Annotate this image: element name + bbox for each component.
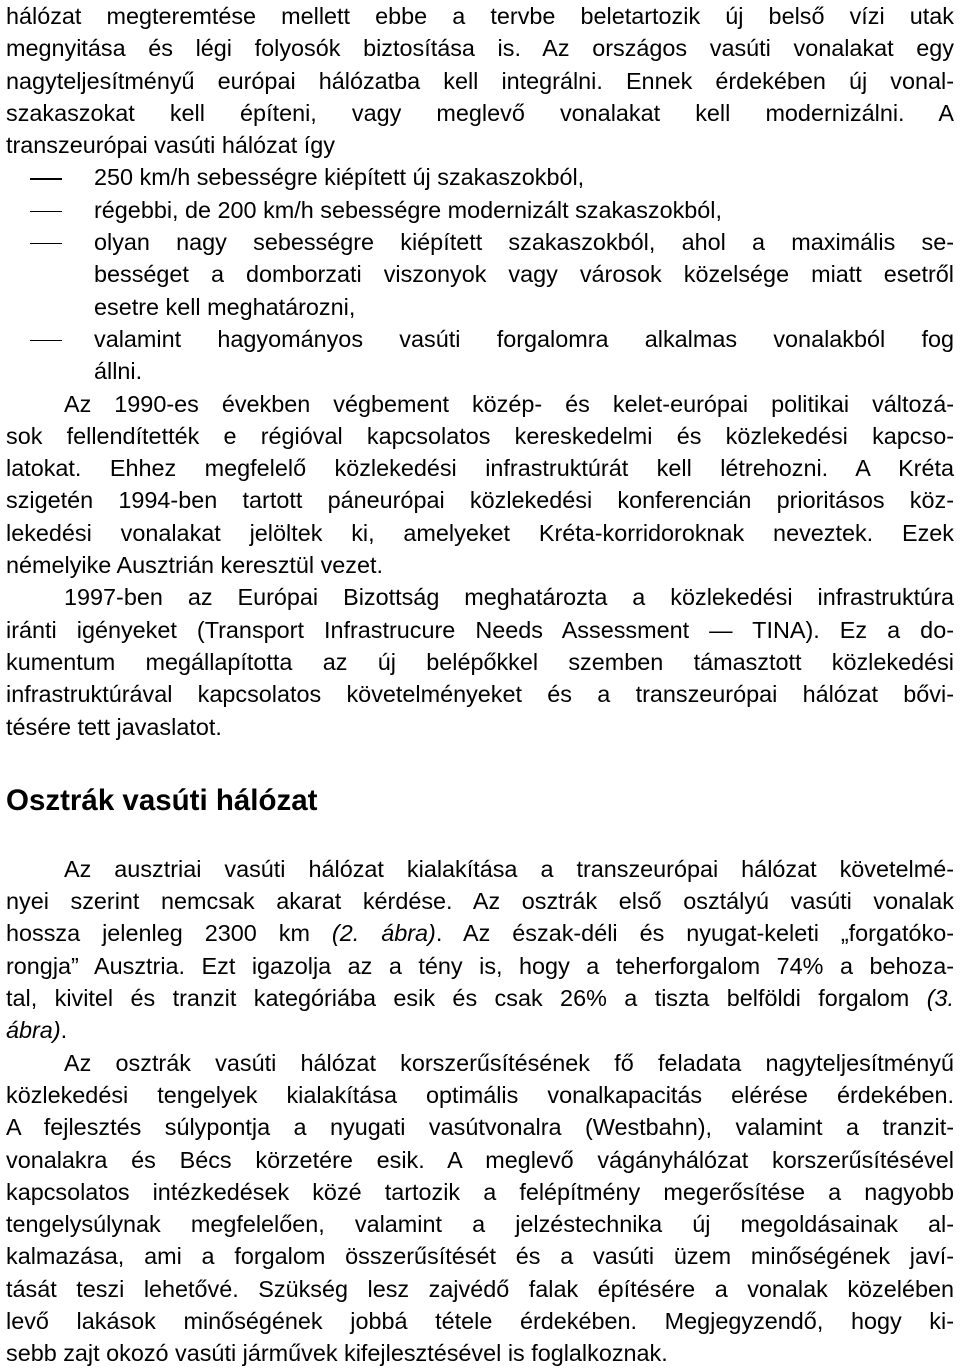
word-run: tását teszi lehetővé. Szükség lesz zajvédő falak építésére a vonalak közelében [6, 1275, 954, 1302]
word-run: A fejlesztés súlypontja a nyugati vasútvonalra (Westbahn), valamint a tranzit- [6, 1114, 954, 1141]
paragraph [6, 581, 954, 742]
word-run: lekedési vonalakat jelöltek ki, amelyeket Kréta-korridoroknak neveztek. Ezek [6, 519, 954, 546]
section-heading: Osztrák vasúti hálózat [6, 783, 318, 817]
text-line [6, 1047, 954, 1079]
text-line [6, 388, 954, 420]
text-line [6, 32, 954, 64]
word-run: szigetén 1994-ben tartott páneurópai közlekedési konferencián prioritásos köz- [6, 487, 954, 514]
text-line [6, 1273, 954, 1305]
text-line [6, 614, 954, 646]
text-line [6, 420, 954, 452]
text-line [6, 0, 954, 32]
word-run: transzeurópai vasúti hálózat így [6, 132, 335, 159]
text-line [6, 1176, 954, 1208]
text-line [6, 678, 954, 710]
word-run: 250 km/h sebességre kiépített új szakaszokból, [94, 164, 585, 191]
figure-reference: (3. [926, 985, 954, 1012]
text-line [6, 549, 954, 581]
word-run: Az osztrák vasúti hálózat korszerűsítésének fő feladata nagyteljesítményű [64, 1049, 954, 1076]
figure-reference: (2. ábra) [331, 920, 436, 947]
word-run: infrastruktúrával kapcsolatos követelményeket és a transzeurópai hálózat bővi- [6, 681, 954, 708]
word-run: vonalakra és Bécs körzetére esik. A meglevő vágányhálózat korszerűsítésével [6, 1146, 954, 1173]
text-line [6, 484, 954, 516]
paragraph-intro [6, 0, 954, 161]
word-run: kalmazása, ami a forgalom összerűsítését és a vasúti üzem minőségének javí- [6, 1243, 954, 1270]
word-run: hálózat megteremtése mellett ebbe a tervbe beletartozik új belső vízi utak [6, 3, 954, 29]
text-run: hossza jelenleg 2300 km [6, 920, 332, 947]
text-line [6, 97, 954, 129]
text-line [6, 711, 954, 743]
text-line [6, 65, 954, 97]
text-line [6, 1079, 954, 1111]
bullet-list [6, 161, 954, 387]
text-line [6, 917, 954, 949]
text-line [6, 258, 954, 290]
text-line [6, 1014, 954, 1046]
word-run: kapcsolatos intézkedések közé tartozik a felépítmény megerősítése a nagyobb [6, 1178, 954, 1205]
text-line [6, 581, 954, 613]
list-item-text [94, 323, 954, 355]
figure-reference: ábra) [6, 1017, 61, 1044]
text-line [6, 1208, 954, 1240]
word-run: nyei szerint nemcsak akarat kérdése. Az osztrák első osztályú vasúti vonalak [6, 888, 954, 915]
list-item-text [94, 226, 954, 258]
text-line [6, 853, 954, 885]
word-run: rongja” Ausztria. Ezt igazolja az a tény is, hogy a teherforgalom 74% a behoza- [6, 952, 954, 979]
word-run: olyan nagy sebességre kiépített szakaszokból, ahol a maximális se- [94, 229, 954, 256]
word-run: valamint hagyományos vasúti forgalomra alkalmas vonalakból fog [94, 325, 954, 352]
text-line [6, 452, 954, 484]
word-run: levő lakások minőségének jobbá tétele érdekében. Megjegyzendő, hogy ki- [6, 1307, 954, 1334]
word-run: megnyitása és légi folyosók biztosítása is. Az országos vasúti vonalakat egy [6, 35, 954, 62]
text-line [6, 355, 954, 387]
word-run: Az ausztriai vasúti hálózat kialakítása a transzeurópai hálózat követelmé- [64, 855, 954, 882]
text-line [6, 1240, 954, 1272]
text-line [6, 1111, 954, 1143]
word-run: közlekedési tengelyek kialakítása optimális vonalkapacitás elérése érdekében. [6, 1081, 954, 1108]
text-line [6, 885, 954, 917]
mixed-run [6, 917, 954, 949]
text-line [6, 982, 954, 1014]
list-item [6, 323, 954, 355]
mixed-run [6, 982, 954, 1014]
list-item [6, 161, 954, 193]
text-line [6, 517, 954, 549]
paragraph [6, 1047, 954, 1370]
text-run: . [60, 1017, 68, 1044]
text-line [6, 129, 954, 161]
word-run: sok fellendítették e régióval kapcsolatos kereskedelmi és közlekedési kapcso- [6, 422, 954, 449]
word-run: latokat. Ehhez megfelelő közlekedési infrastruktúrát kell létrehozni. A Kréta [6, 455, 954, 482]
word-run: Az 1990-es években végbement közép- és kelet-európai politikai változá- [64, 390, 954, 417]
word-run: régebbi, de 200 km/h sebességre modernizált szakaszokból, [94, 196, 722, 223]
paragraph [6, 388, 954, 582]
word-run: 1997-ben az Európai Bizottság meghatározta a közlekedési infrastruktúra [64, 584, 954, 611]
paragraph [6, 853, 954, 1047]
list-item [6, 194, 954, 226]
word-run: esetre kell meghatározni, [94, 293, 356, 320]
word-run: tésére tett javaslatot. [6, 713, 222, 740]
text-line [6, 291, 954, 323]
word-run: kumentum megállapította az új belépőkkel szemben támasztott közlekedési [6, 648, 954, 675]
word-run: némelyike Ausztrián keresztül vezet. [6, 552, 384, 579]
list-item-text [94, 161, 954, 193]
word-run: tengelysúlynak megfelelően, valamint a jelzéstechnika új megoldásainak al- [6, 1211, 954, 1238]
text-line [6, 1305, 954, 1337]
word-run: iránti igényeket (Transport Infrastrucure Needs Assessment — TINA). Ez a do- [6, 616, 954, 643]
text-run: . Az észak-déli és nyugat-keleti „forgatóko- [435, 920, 954, 947]
word-run: szakaszokat kell építeni, vagy meglevő vonalakat kell modernizálni. A [6, 99, 954, 126]
text-line [6, 646, 954, 678]
word-run: sebb zajt okozó vasúti járművek kifejlesztésével is foglalkoznak. [6, 1340, 668, 1367]
list-item-text [94, 194, 954, 226]
text-line [6, 1144, 954, 1176]
word-run: bességet a domborzati viszonyok vagy városok közelsége miatt esetről [94, 261, 954, 288]
text-line [6, 1337, 954, 1369]
text-line [6, 950, 954, 982]
word-run: nagyteljesítményű európai hálózatba kell integrálni. Ennek érdekében új vonal- [6, 67, 954, 94]
word-run: állni. [94, 358, 143, 385]
list-item [6, 226, 954, 258]
text-run: tal, kivitel és tranzit kategóriába esik és csak 26% a tiszta belföldi forgalom [6, 985, 927, 1012]
